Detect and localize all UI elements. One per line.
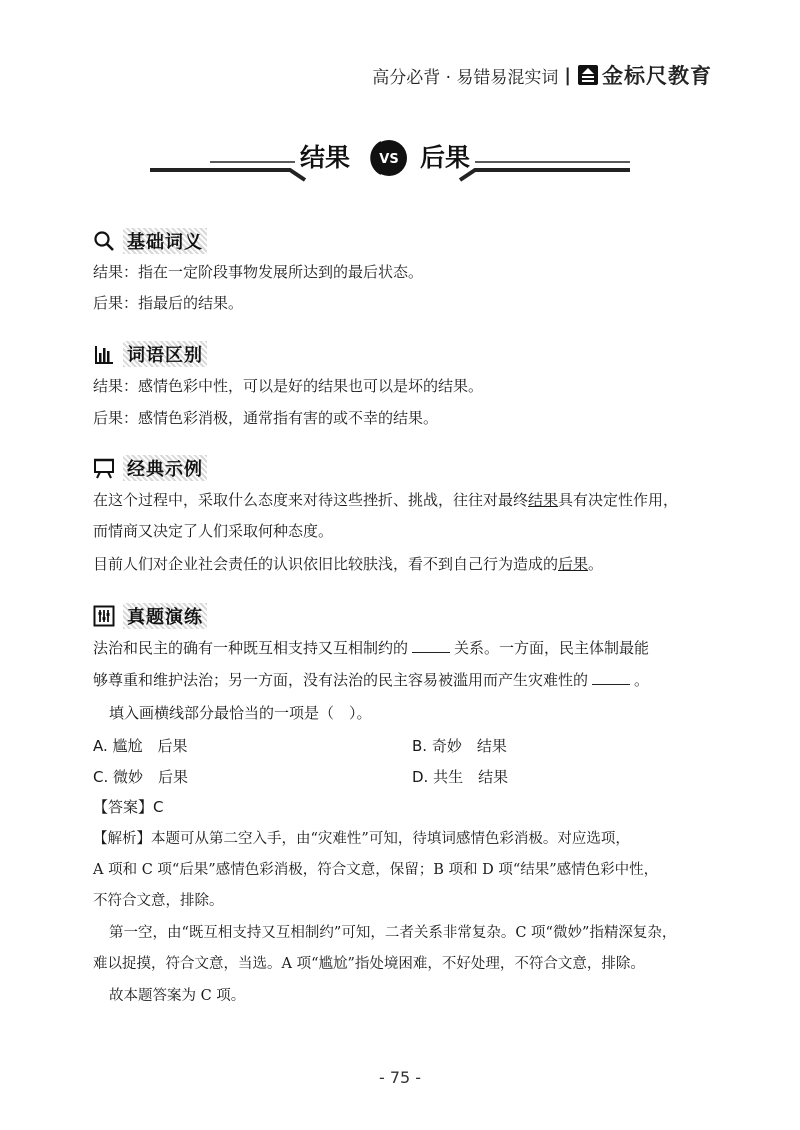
example-1-line-2: 而情商又决定了人们采取何种态度。 [93,522,334,540]
section-practice-heading [93,603,207,629]
search-icon [93,230,115,252]
answer-blank-2 [592,670,630,685]
basic-line-1: 结果：指在一定阶段事物发展所达到的最后状态。 [93,263,424,281]
header-text: 高分必背 · 易错易混实词 [372,67,559,88]
title-right-word: 后果 [420,143,471,172]
header-separator: | [564,64,571,86]
vs-label: VS [379,152,399,167]
brand-name: 金标尺教育 [602,64,712,88]
section-examples-label: 经典示例 [123,455,207,481]
example-2-line: 目前人们对企业社会责任的认识依旧比较肤浅，看不到自己行为造成的后果。 [93,555,604,573]
section-examples-heading [93,455,207,481]
vs-badge-icon [365,136,409,180]
example-1-line-1: 在这个过程中，采取什么态度来对待这些挫折、挑战，往往对最终结果具有决定性作用， [93,491,679,509]
section-diff-label: 词语区别 [123,341,207,367]
sliders-icon [93,605,115,627]
brand-logo [577,60,712,90]
explanation-line-2: A 项和 C 项“后果”感情色彩消极，符合文意，保留；B 项和 D 项“结果”感情色彩中性， [93,862,659,878]
comparison-title [140,136,640,186]
question-prompt: 填入画横线部分最恰当的一项是（ ）。 [109,704,372,722]
bar-chart-icon [93,343,115,365]
explanation-line-4: 第一空，由“既互相支持又互相制约”可知，二者关系非常复杂。C 项“微妙”指精深复杂， [109,925,677,941]
page-number: - 75 - [378,1068,422,1087]
explanation-line-5: 难以捉摸，符合文意，当选。A 项“尴尬”指处境困难，不好处理，不符合文意，排除。 [93,956,645,972]
diff-line-2: 后果：感情色彩消极，通常指有害的或不幸的结果。 [93,409,439,427]
answer-line: 【答案】C [93,798,164,816]
diff-line-1: 结果：感情色彩中性，可以是好的结果也可以是坏的结果。 [93,377,484,395]
basic-line-2: 后果：指最后的结果。 [93,294,244,312]
option-d: D. 共生 结果 [412,768,509,786]
explanation-line-1: 【解析】本题可从第二空入手，由“灾难性”可知，待填词感情色彩消极。对应选项， [93,831,630,847]
option-b: B. 奇妙 结果 [412,737,507,755]
keyword-jieguo: 结果 [528,491,559,509]
section-practice-label: 真题演练 [123,603,207,629]
answer-blank-1 [412,638,450,653]
option-a: A. 尴尬 后果 [93,737,188,755]
option-c: C. 微妙 后果 [93,768,189,786]
presentation-board-icon [93,457,115,479]
question-line-2: 够尊重和维护法治；另一方面，没有法治的民主容易被滥用而产生灾难性的 。 [93,671,650,689]
brand-mark-icon [577,64,599,86]
explanation-line-6: 故本题答案为 C 项。 [109,988,246,1004]
section-basic-heading [93,228,207,254]
keyword-houguo: 后果 [558,555,589,573]
explanation-line-3: 不符合文意，排除。 [93,893,224,909]
page-header [372,60,712,90]
section-diff-heading [93,341,207,367]
section-basic-label: 基础词义 [123,228,207,254]
question-line-1: 法治和民主的确有一种既互相支持又互相制约的 关系。一方面，民主体制最能 [93,639,650,657]
title-left-word: 结果 [300,143,351,172]
